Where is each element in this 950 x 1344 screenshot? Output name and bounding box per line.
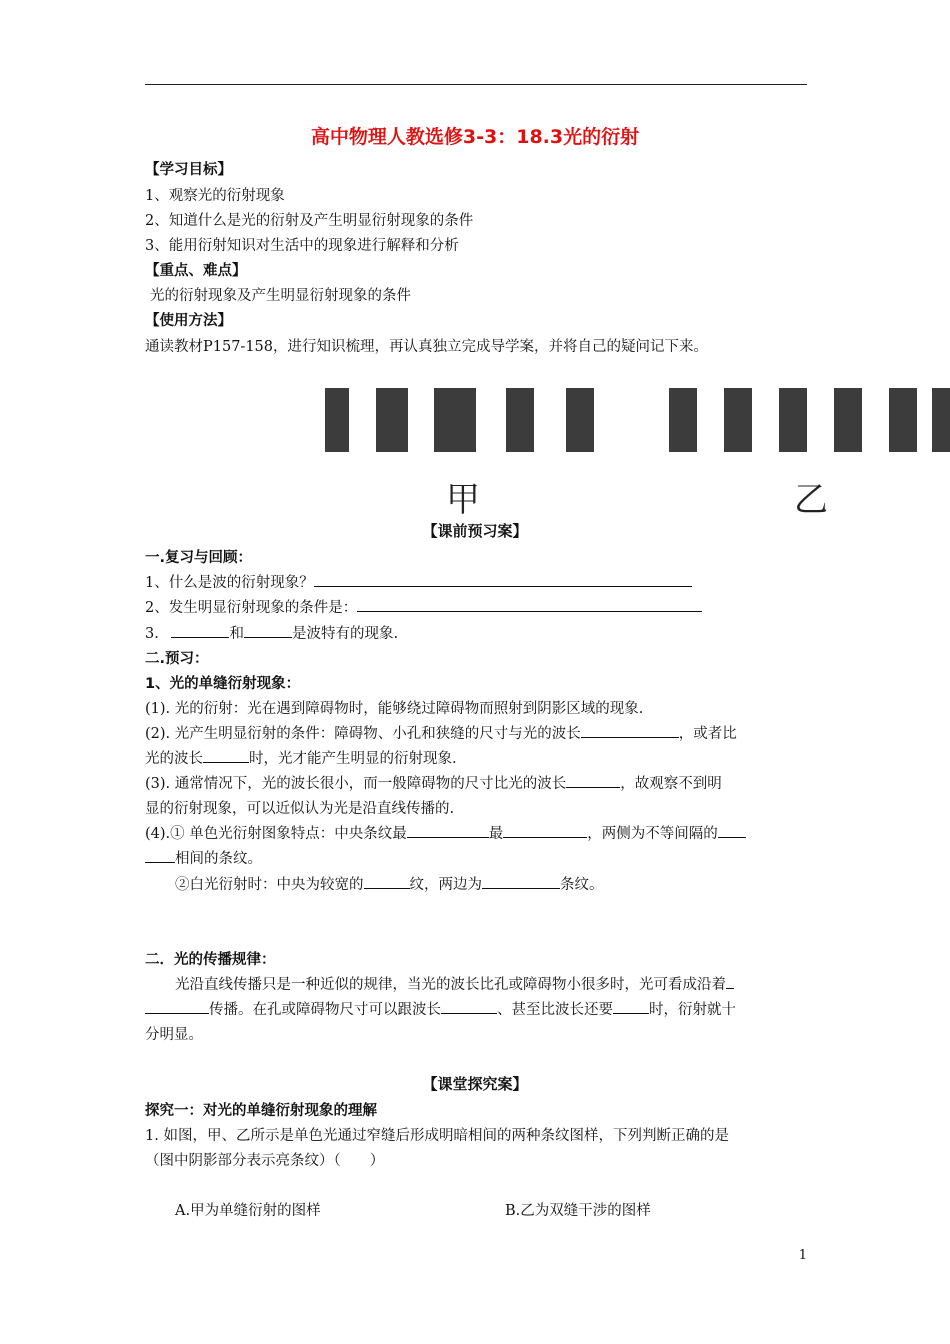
point-4 — [145, 822, 746, 843]
p4-text: (4).① 单色光衍射图象特点：中央条纹最 — [145, 826, 407, 842]
answer-blank[interactable] — [314, 572, 692, 587]
question-3-num: 3. — [145, 626, 159, 642]
question-2 — [145, 596, 702, 617]
page-title: 高中物理人教选修3-3：18.3光的衍射 — [310, 126, 640, 148]
answer-blank[interactable] — [613, 999, 649, 1014]
point-4-cont — [145, 847, 262, 868]
point-5 — [175, 873, 604, 894]
fringe-bar-b — [779, 388, 807, 452]
goal-item: 2、知道什么是光的衍射及产生明显衍射现象的条件 — [145, 213, 474, 229]
fringe-bar-b — [932, 388, 950, 452]
goal-item: 3、能用衍射知识对生活中的现象进行解释和分析 — [145, 238, 459, 254]
p5-text: ②白光衍射时：中央为较宽的 — [175, 877, 364, 893]
option-a[interactable]: A.甲为单缝衍射的图样 — [175, 1203, 321, 1219]
goals-header: 【学习目标】 — [145, 162, 232, 178]
explore-question: 1. 如图，甲、乙所示是单色光通过窄缝后形成明暗相间的两种条纹图样，下列判断正确的是 — [145, 1128, 729, 1144]
fringe-bar-b — [889, 388, 917, 452]
review-title: 一.复习与回顾： — [145, 550, 253, 566]
answer-blank[interactable] — [441, 999, 497, 1014]
fringe-bar-a — [506, 388, 534, 452]
point-2 — [145, 722, 737, 743]
explore-title: 探究一：对光的单缝衍射现象的理解 — [145, 1103, 377, 1119]
answer-blank[interactable] — [364, 874, 410, 889]
question-1 — [145, 571, 692, 592]
question-2-text: 2、发生明显衍射现象的条件是： — [145, 600, 358, 616]
prop-text: 、甚至比波长还要 — [497, 1002, 613, 1018]
p2-text: 时，光才能产生明显的衍射现象. — [249, 751, 457, 767]
key-header: 【重点、难点】 — [145, 263, 247, 279]
fringe-bar-a — [566, 388, 594, 452]
p5-text: 纹，两边为 — [409, 877, 482, 893]
q3-and: 和 — [229, 626, 244, 642]
answer-blank[interactable] — [407, 823, 489, 838]
point-3-cont: 显的衍射现象，可以近似认为光是沿直线传播的. — [145, 801, 455, 817]
q3-end: 是波特有的现象. — [291, 626, 399, 642]
answer-blank[interactable] — [244, 623, 292, 638]
p4-text: 最 — [488, 826, 504, 842]
p2-text: 光的波长 — [145, 751, 203, 767]
answer-blank[interactable] — [566, 773, 620, 788]
method-text: 通读教材P157-158，进行知识梳理，再认真独立完成导学案，并将自己的疑问记下来。 — [145, 339, 709, 355]
p4-text: 相间的条纹。 — [175, 851, 262, 867]
fringe-bar-b — [834, 388, 862, 452]
method-header: 【使用方法】 — [145, 313, 232, 329]
preview-title: 二.预习： — [145, 651, 209, 667]
answer-blank[interactable] — [482, 874, 560, 889]
prop-text: 时，衍射就十 — [649, 1002, 736, 1018]
propagation-title: 二．光的传播规律： — [145, 952, 276, 968]
answer-blank[interactable] — [718, 823, 746, 838]
fringe-bar-a — [325, 388, 349, 452]
answer-blank[interactable] — [357, 597, 702, 612]
point-2-cont — [145, 747, 457, 768]
fringe-bar-b — [669, 388, 697, 452]
fringe-bar-a — [434, 388, 476, 452]
p3-text: (3). 通常情况下，光的波长很小，而一般障碍物的尺寸比光的波长 — [145, 776, 567, 792]
answer-blank[interactable] — [726, 974, 734, 989]
header-rule — [145, 84, 807, 85]
question-3 — [145, 622, 398, 643]
p3-text: ，故观察不到明 — [620, 776, 722, 792]
answer-blank[interactable] — [171, 623, 229, 638]
fringe-bar-b — [724, 388, 752, 452]
page-number: 1 — [798, 1248, 807, 1263]
answer-blank[interactable] — [581, 723, 679, 738]
key-text: 光的衍射现象及产生明显衍射现象的条件 — [150, 288, 411, 304]
propagation-line-3: 分明显。 — [145, 1027, 203, 1043]
single-slit-title: 1、光的单缝衍射现象： — [145, 676, 301, 692]
answer-blank[interactable] — [145, 848, 175, 863]
propagation-line-2 — [145, 998, 736, 1019]
explore-header: 【课堂探究案】 — [422, 1075, 528, 1093]
propagation-line-1 — [175, 973, 734, 994]
answer-blank[interactable] — [145, 999, 209, 1014]
point-3 — [145, 772, 722, 793]
answer-blank[interactable] — [503, 823, 587, 838]
p2-text: ，或者比 — [678, 726, 737, 742]
figure-label-a: 甲 — [446, 480, 480, 520]
answer-blank[interactable] — [203, 748, 249, 763]
point-1: (1). 光的衍射：光在遇到障碍物时，能够绕过障碍物而照射到阴影区域的现象. — [145, 701, 644, 717]
question-1-text: 1、什么是波的衍射现象？ — [145, 575, 314, 591]
preview-header: 【课前预习案】 — [422, 522, 528, 540]
prop-text: 传播。在孔或障碍物尺寸可以跟波长 — [209, 1002, 441, 1018]
p4-text: ，两侧为不等间隔的 — [587, 826, 718, 842]
figure-label-b: 乙 — [794, 480, 828, 520]
goal-item: 1、观察光的衍射现象 — [145, 188, 285, 204]
explore-question-cont: （图中阴影部分表示亮条纹）（ ） — [145, 1153, 385, 1169]
p5-text: 条纹。 — [560, 877, 604, 893]
prop-text: 光沿直线传播只是一种近似的规律，当光的波长比孔或障碍物小很多时，光可看成沿着 — [175, 977, 726, 993]
fringe-bar-a — [376, 388, 408, 452]
option-b[interactable]: B.乙为双缝干涉的图样 — [505, 1203, 651, 1219]
p2-text: (2). 光产生明显衍射的条件：障碍物、小孔和狭缝的尺寸与光的波长 — [145, 726, 581, 742]
